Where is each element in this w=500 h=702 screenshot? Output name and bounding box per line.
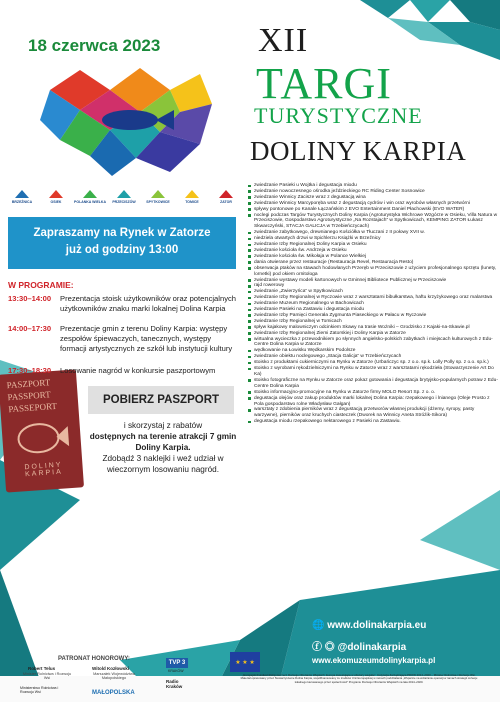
passport-heading: POBIERZ PASZPORT — [88, 386, 234, 414]
commune-logos — [8, 188, 240, 204]
title-targi: TARGI — [256, 59, 392, 108]
social-handle[interactable]: ⓕ ◎ @dolinakarpia — [312, 642, 407, 653]
attraction-item: rajd rowerowy — [248, 283, 500, 289]
attraction-item: stoisko fotograficzne na Rynku w Zatorze oraz pokaz gotowania i degustacja brytyjsko-popularnych potraw z Edu-Centre Dolina Karpia — [248, 378, 500, 390]
attraction-item: zwiedzanie Winnicy Zacisze wraz z degustacją wina — [248, 195, 500, 201]
program-item — [8, 366, 238, 376]
program-item — [8, 324, 238, 354]
program-desc: Prezentacja stoisk użytkowników oraz potencjalnych użytkowników znaku marki lokalnej Dolina Karpia — [60, 294, 237, 313]
attraction-item: zwiedzanie Izby Regionalnej w Ryczowie wraz z warsztatami bibułkarstwa, haftu krzyżykowego oraz malarstwa — [248, 295, 500, 301]
attraction-item: warsztaty z zdobienia pierników wraz z degustacją przetworów własnej produkcji (dżemy, syropy, pasty warzywne), pierników oraz kruchych ciasteczek (Dworek na Winnicy Aneta Stróżik-Sikora) — [248, 407, 500, 419]
passport-line-1: PASZPORT — [6, 377, 51, 391]
tomice-emblem-icon — [183, 188, 201, 200]
attraction-item: dania otwierane przez restauracje (Restauracja Revel, Restauracja Resto) — [248, 260, 500, 266]
attraction-item: noclegi podczas Targów Turystycznych Doliny Karpia (Agroturystyka Wichrowe Wzgórze w Osieku, Villa Natura w Przeciszowie, Gospodarstwo Agroturystyczne „Na Rozstajach” w Spytkowicach, KEMPING ZATOR Łukasz Skwarczyński, STACJA GALICJA w Trzebieńczycach) — [248, 213, 500, 231]
commune-polanka-wielka: POLANKA WIELKA — [76, 188, 104, 204]
program-desc: Prezentacje gmin z terenu Doliny Karpia: występy zespołów śpiewaczych, tanecznych, występy formacji artystycznych ze szkół lub instytucji kultury — [60, 324, 233, 353]
patron-1-name: Robert Telus — [28, 666, 56, 671]
program-heading: W PROGRAMIE: — [8, 280, 74, 290]
program-time: 14:00–17:30 — [8, 324, 52, 333]
attraction-item: zwiedzanie Izby Regionalnej Ziemi Zatorskiej i Doliny Karpia w Zatorze — [248, 331, 500, 337]
attraction-item: zwiedzanie obiektu noclegowego „Stacja Galicja” w Trzebieńczycach — [248, 354, 500, 360]
attraction-item: wirtualna wycieczka z przewodnikiem po słynnych angielsko-polskich zabytkach i miejscach kulturowych z Edu-Centre Dolina Karpia w Zatorze — [248, 337, 500, 349]
program-desc: Losowanie nagród w konkursie paszportowym — [60, 366, 216, 375]
tvp-sub: KRAKÓW — [168, 669, 184, 673]
attraction-item: stoisko z wyrobami rękodzielniczymi na Rynku w Zatorze wraz z warsztatami rękodzieła (Stowarzyszenie Art Do Ka) — [248, 366, 500, 378]
passport-text-3: Zdobądź 3 naklejki i weź udział w wieczornym losowaniu nagród. — [102, 454, 224, 474]
commune-zator: ZATOR — [212, 188, 240, 204]
passport-line-2: PASSPORT — [7, 389, 51, 403]
ministry-logo-label: Ministerstwo Rolnictwa i Rozwoju Wsi — [20, 686, 59, 694]
attraction-item: zwiedzanie Pasieki na Zastawiu i degustacja miodu — [248, 307, 500, 313]
program-time: 13:30–14:00 — [8, 294, 52, 303]
attraction-item: zwiedzanie zabytkowego, drewnianego Kościółka w Tłuczani z II połowy XVII w. — [248, 230, 500, 236]
patron-1-title: Minister Rolnictwa i Rozwoju Wsi — [22, 672, 72, 680]
passport-info — [88, 420, 238, 475]
attraction-item: zwiedzanie nowoczesnego ośrodka jeździeckiego RC Riding Center Sosnowice — [248, 189, 500, 195]
malopolska-logo-label: MAŁOPOLSKA — [92, 690, 135, 696]
commune-tomice: TOMICE — [178, 188, 206, 204]
commune-osiek: OSIEK — [42, 188, 70, 204]
commune-spytkowice: SPYTKOWICE — [144, 188, 172, 204]
invitation-line-1: Zapraszamy na Rynek w Zatorze — [33, 227, 211, 239]
invitation-banner — [8, 217, 236, 269]
attraction-item: zwiedzanie Muzeum Regionalnego w Bachowicach — [248, 301, 500, 307]
passport-text-1: i skorzystaj z rabatów — [123, 421, 203, 430]
attraction-item: degustacja miodu rzepakowego nektarowego z Pasieki na Zastawiu. — [248, 419, 500, 425]
title-turystyczne: TURYSTYCZNE — [254, 103, 423, 128]
brzeznica-emblem-icon — [13, 188, 31, 200]
title-roman: XII — [258, 22, 309, 59]
attraction-item: zwiedzanie Winnicy Marcyporęba wraz z degustacją cydrów i win oraz wyrobów własnych przetwórni — [248, 201, 500, 207]
fish-icon — [9, 416, 72, 460]
osiek-emblem-icon — [47, 188, 65, 200]
ekomuzeum-link[interactable]: www.ekomuzeumdolinykarpia.pl — [312, 656, 436, 665]
program-time: 17:30–18:30 — [8, 366, 52, 375]
invitation-line-2: już od godziny 13:00 — [65, 244, 179, 256]
attraction-item: zwiedzanie kościoła św. Mikołaja w Polance Wielkiej — [248, 254, 500, 260]
eu-flag-icon: ★ ★ ★ — [230, 652, 260, 672]
title-doliny-karpia: DOLINY KARPIA — [250, 136, 467, 166]
radio-logo: Radio Kraków — [166, 679, 183, 689]
passport-text-2: dostępnych na terenie atrakcji 7 gmin Doliny Karpia. — [89, 432, 237, 452]
attraction-item: zwiedzanie Izby Regionalnej w Tomicach — [248, 319, 500, 325]
corner-decoration — [300, 0, 500, 60]
attraction-item: zwiedzanie „Zwierzyńca” w Spytkowicach — [248, 289, 500, 295]
passport-line-3: PASSEPORT — [8, 400, 58, 415]
web-icon: 🌐 — [312, 620, 328, 631]
attractions-list — [248, 183, 500, 425]
attraction-item: zwiedzanie wystawy modeli kartonowych w Gminnej Bibliotece Publicznej w Przeciszowie — [248, 278, 500, 284]
passport-footer: DOLINY KARPIA — [24, 461, 64, 479]
attraction-item: stoisko informacyjno-promocyjne na Rynku w Zatorze firmy MOLO Resort Sp. z o. o. — [248, 390, 500, 396]
patronat-label: PATRONAT HONOROWY: — [58, 656, 130, 662]
tvp-logo: TVP 3 — [166, 658, 188, 668]
program-item — [8, 294, 238, 314]
patron-2-name: Witold Kozłowski — [92, 666, 129, 671]
attraction-item: spływ kajakowy malowniczym odcinkiem Skawy na trasie Wożniki – Grodzisko z Kajaki-na-Skawie.pl — [248, 325, 500, 331]
attraction-item: zwiedzanie kościoła św. Andrzeja w Osieku — [248, 248, 500, 254]
patron-2-title: Marszałek Województwa Małopolskiego — [93, 672, 135, 680]
attraction-item: spływy pontonowe po Kanale Łączańskim z EVO Entertainment Daniel Płachowski (EVO WATER) — [248, 207, 500, 213]
website-link[interactable]: 🌐 www.dolinakarpia.eu — [312, 620, 427, 631]
spytkowice-emblem-icon — [149, 188, 167, 200]
attraction-item: zwiedzanie Izby Regionalnej Doliny Karpia w Osieku — [248, 242, 500, 248]
attraction-item: obserwacja ptaków na stawach hodowlanych Przeręb w Przeciszowie z użyciem profesjonalnego sprzętu (lunety, lornetki) pod okiem ornitologa — [248, 266, 500, 278]
attraction-item: wędkowanie na Łowisku Wędkarskim Podolsze — [248, 348, 500, 354]
zator-emblem-icon — [217, 188, 235, 200]
attraction-item: degustacja olejów oraz zakup produktów marki lokalnej Dolina Karpia: rzepakowego i lnianego (Oleje Prosto z Pola gospodarstwo rolne Władysław Gałgan) — [248, 396, 500, 408]
polanka-emblem-icon — [81, 188, 99, 200]
attraction-item: niedziela otwartych drzwi w Spichlerzu Książki w Brzeźnicy — [248, 236, 500, 242]
event-date: 18 czerwca 2023 — [28, 36, 161, 55]
attraction-item: stoisko z produktami cukierniczymi na Rynku w Zatorze (Urbańczyc sp. z o.o. sp.k. Lolly Polly sp. z o.o. sp.k.) — [248, 360, 500, 366]
eu-disclaimer: „Europejski Fundusz Rolny na rzecz Rozwoju Obszarów Wiejskich: Europa inwestująca w obszary wiejskie”. Instytucja Zarządzająca PROW 2014–2020 – Minister Rolnictwa i Rozwoju Wsi. Materiał opracowany przez Stowarzyszenie Dolina Karpia, współfinansowany ze środków Unii Europejskiej w ramach poddziałania „Wsparcie na wdrażanie operacji w ramach strategii rozwoju lokalnego kierowanego przez społeczność” Programu Rozwoju Obszarów Wiejskich na lata 2014–2020. — [240, 673, 478, 684]
przeciszow-emblem-icon — [115, 188, 133, 200]
attraction-item: zwiedzanie Izby Pamięci Generała Zygmunta Piaseckiego w Pałacu w Ryczowie — [248, 313, 500, 319]
facebook-icon: ⓕ ◎ — [312, 642, 338, 653]
commune-brzeznica: BRZEŹNICA — [8, 188, 36, 204]
passport-booklet — [0, 369, 84, 492]
commune-przeciszow: PRZECISZÓW — [110, 188, 138, 204]
mosaic-fish-logo — [40, 60, 220, 180]
attraction-item: zwiedzanie Pasieki u Wojtka i degustacja miodu — [248, 183, 500, 189]
